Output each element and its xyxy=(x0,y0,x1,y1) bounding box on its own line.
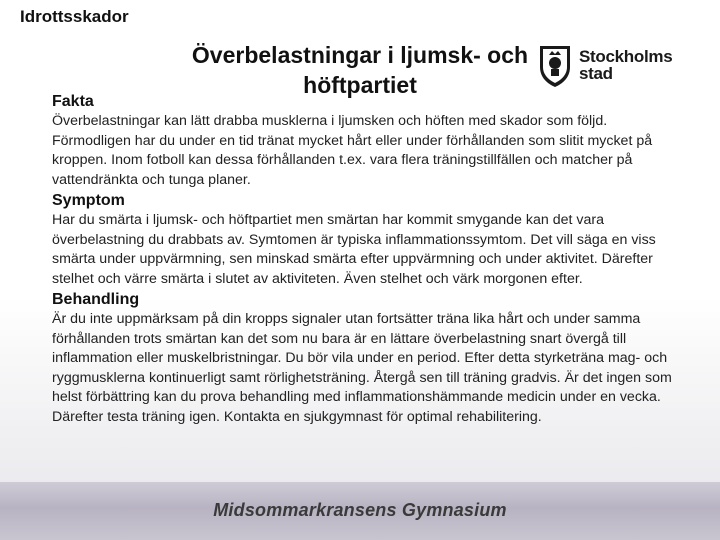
section-behandling xyxy=(52,290,672,427)
logo-line-2: stad xyxy=(579,64,613,83)
logo-line-1: Stockholms xyxy=(579,47,673,66)
section-body: Överbelastningar kan lätt drabba musklerna i ljumsken och höften med skador som följd. Förmodligen har du under en tid tränat mycket hårt eller under förhållanden som slitit mycket på kroppen. Inom fotboll kan dessa förhållanden t.ex. vara flera träningstillfällen och matcher på vattendränkta och tunga planer. xyxy=(52,113,653,188)
page-title: Överbelastningar i ljumsk- och höftpartiet xyxy=(191,42,529,98)
logo-wordmark xyxy=(579,48,672,82)
corner-title: Idrottsskador xyxy=(20,7,129,26)
section-heading: Symptom xyxy=(52,192,125,209)
footer-school-name: Midsommarkransens Gymnasium xyxy=(213,500,507,520)
section-body: Har du smärta i ljumsk- och höftpartiet men smärtan har kommit smygande kan det vara överbelastning du drabbats av. Symtomen är typiska inflammationssymtom. Det vill säga en viss smärta under uppvärmning, sen minskad smärta efter uppvärmning och under aktivitet. Därefter stelhet och värre smärta i slutet av aktiviteten. Även stelhet och värk morgonen efter. xyxy=(52,212,656,287)
section-heading: Fakta xyxy=(52,93,94,110)
section-symptom xyxy=(52,191,672,289)
section-fakta xyxy=(52,92,672,190)
section-body: Är du inte uppmärksam på din kropps signaler utan fortsätter träna lika hårt och under samma förhållanden trots smärtan kan det som nu bara är en lättare överbelastning snart övergå till inflammation eller muskelbristningar. Du bör vila under en period. Efter detta styrketräna mag- och ryggmusklerna kontinuerligt samt rörlighetsträning. Återgå sen till träning gradvis. Är det ingen som helst förbättring kan du prova behandling med inflammationshämmande medicin under en vecka. Därefter testa träning igen. Kontakta en sjukgymnast för optimal rehabilitering. xyxy=(52,311,672,425)
stockholms-stad-logo xyxy=(537,43,687,93)
crest-icon xyxy=(537,43,573,89)
section-heading: Behandling xyxy=(52,291,140,308)
content-area xyxy=(52,92,672,428)
